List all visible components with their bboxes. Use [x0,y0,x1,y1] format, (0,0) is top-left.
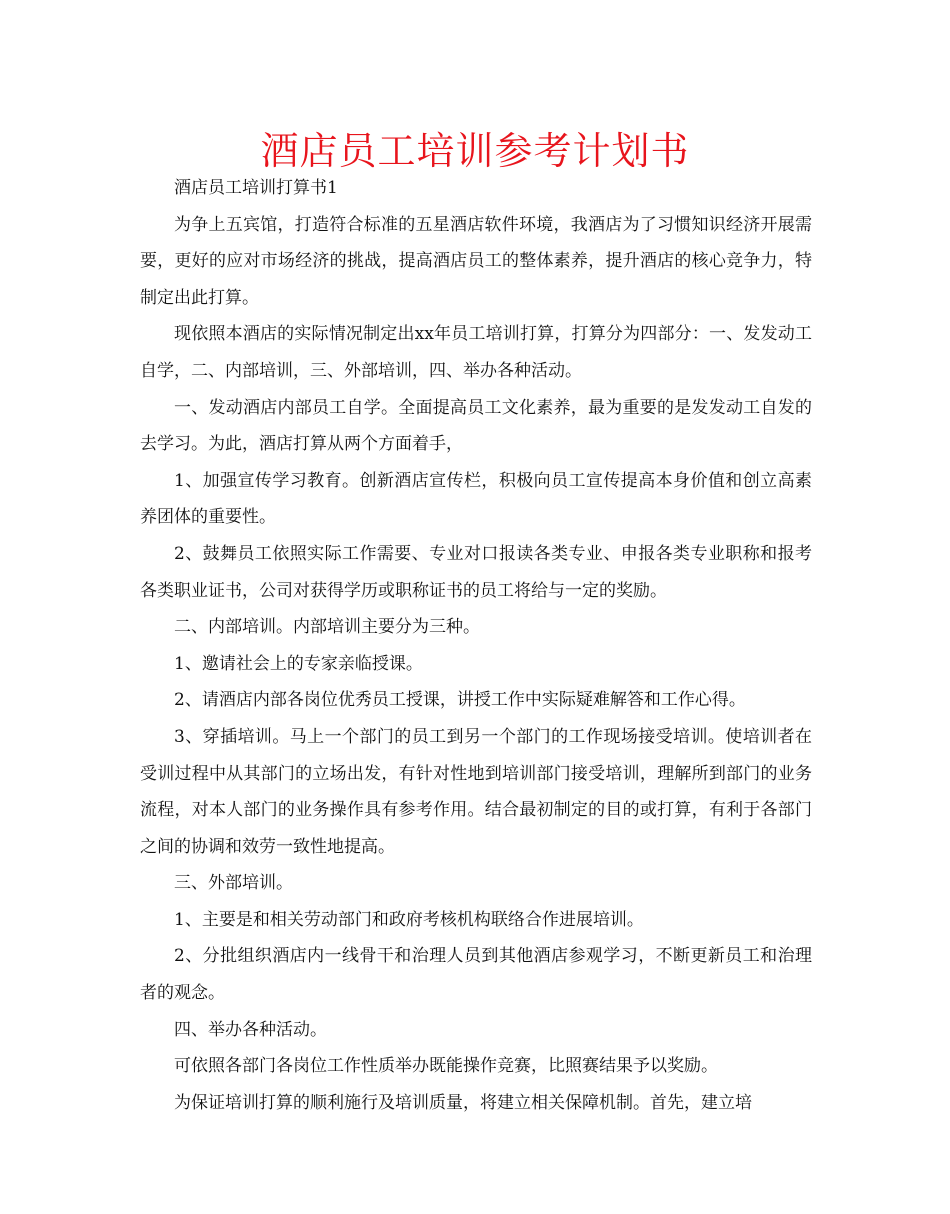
paragraph-section-1: 一、发动酒店内部员工自学。全面提高员工文化素养，最为重要的是发发动工自发的去学习。为此，酒店打算从两个方面着手， [140,397,812,455]
paragraph-section-2-item-1: 1、邀请社会上的专家亲临授课。 [174,653,423,674]
paragraph-guarantee: 为保证培训打算的顺利施行及培训质量，将建立相关保障机制。首先，建立培 [174,1092,752,1113]
paragraph-section-2: 二、内部培训。内部培训主要分为三种。 [174,617,480,638]
paragraph-section-4-detail: 可依照各部门各岗位工作性质举办既能操作竞赛，比照赛结果予以奖励。 [174,1056,718,1077]
paragraph-subtitle: 酒店员工培训打算书1 [174,178,338,198]
paragraph-section-3-item-1: 1、主要是和相关劳动部门和政府考核机构联络合作进展培训。 [174,909,644,930]
paragraph-section-1-item-1: 1、加强宣传学习教育。创新酒店宣传栏，积极向员工宣传提高本身价值和创立高素养团体的重要性。 [140,470,812,528]
paragraph-intro: 为争上五宾馆，打造符合标准的五星酒店软件环境，我酒店为了习惯知识经济开展需要，更好的应对市场经济的挑战，提高酒店员工的整体素养，提升酒店的核心竞争力，特制定出此打算。 [140,214,812,308]
paragraph-section-1-item-2: 2、鼓舞员工依照实际工作需要、专业对口报读各类专业、申报各类专业职称和报考各类职业证书，公司对获得学历或职称证书的员工将给与一定的奖励。 [140,543,812,601]
paragraph-section-3-item-2: 2、分批组织酒店内一线骨干和治理人员到其他酒店参观学习，不断更新员工和治理者的观念。 [140,946,812,1004]
paragraph-section-4: 四、举办各种活动。 [174,1019,327,1040]
paragraph-section-3: 三、外部培训。 [174,873,293,894]
paragraph-overview: 现依照本酒店的实际情况制定出xx年员工培训打算，打算分为四部分：一、发发动工自学，二、内部培训，三、外部培训，四、举办各种活动。 [140,324,812,381]
paragraph-section-2-item-2: 2、请酒店内部各岗位优秀员工授课，讲授工作中实际疑难解答和工作心得。 [174,690,746,711]
document-body [140,170,812,1121]
paragraph-section-2-item-3: 3、穿插培训。马上一个部门的员工到另一个部门的工作现场接受培训。使培训者在受训过程中从其部门的立场出发，有针对性地到培训部门接受培训，理解所到部门的业务流程，对本人部门的业务操作具有参考作用。结合最初制定的目的或打算，有利于各部门之间的协调和效劳一致性地提高。 [140,726,812,857]
document-title: 酒店员工培训参考计划书 [260,129,690,173]
